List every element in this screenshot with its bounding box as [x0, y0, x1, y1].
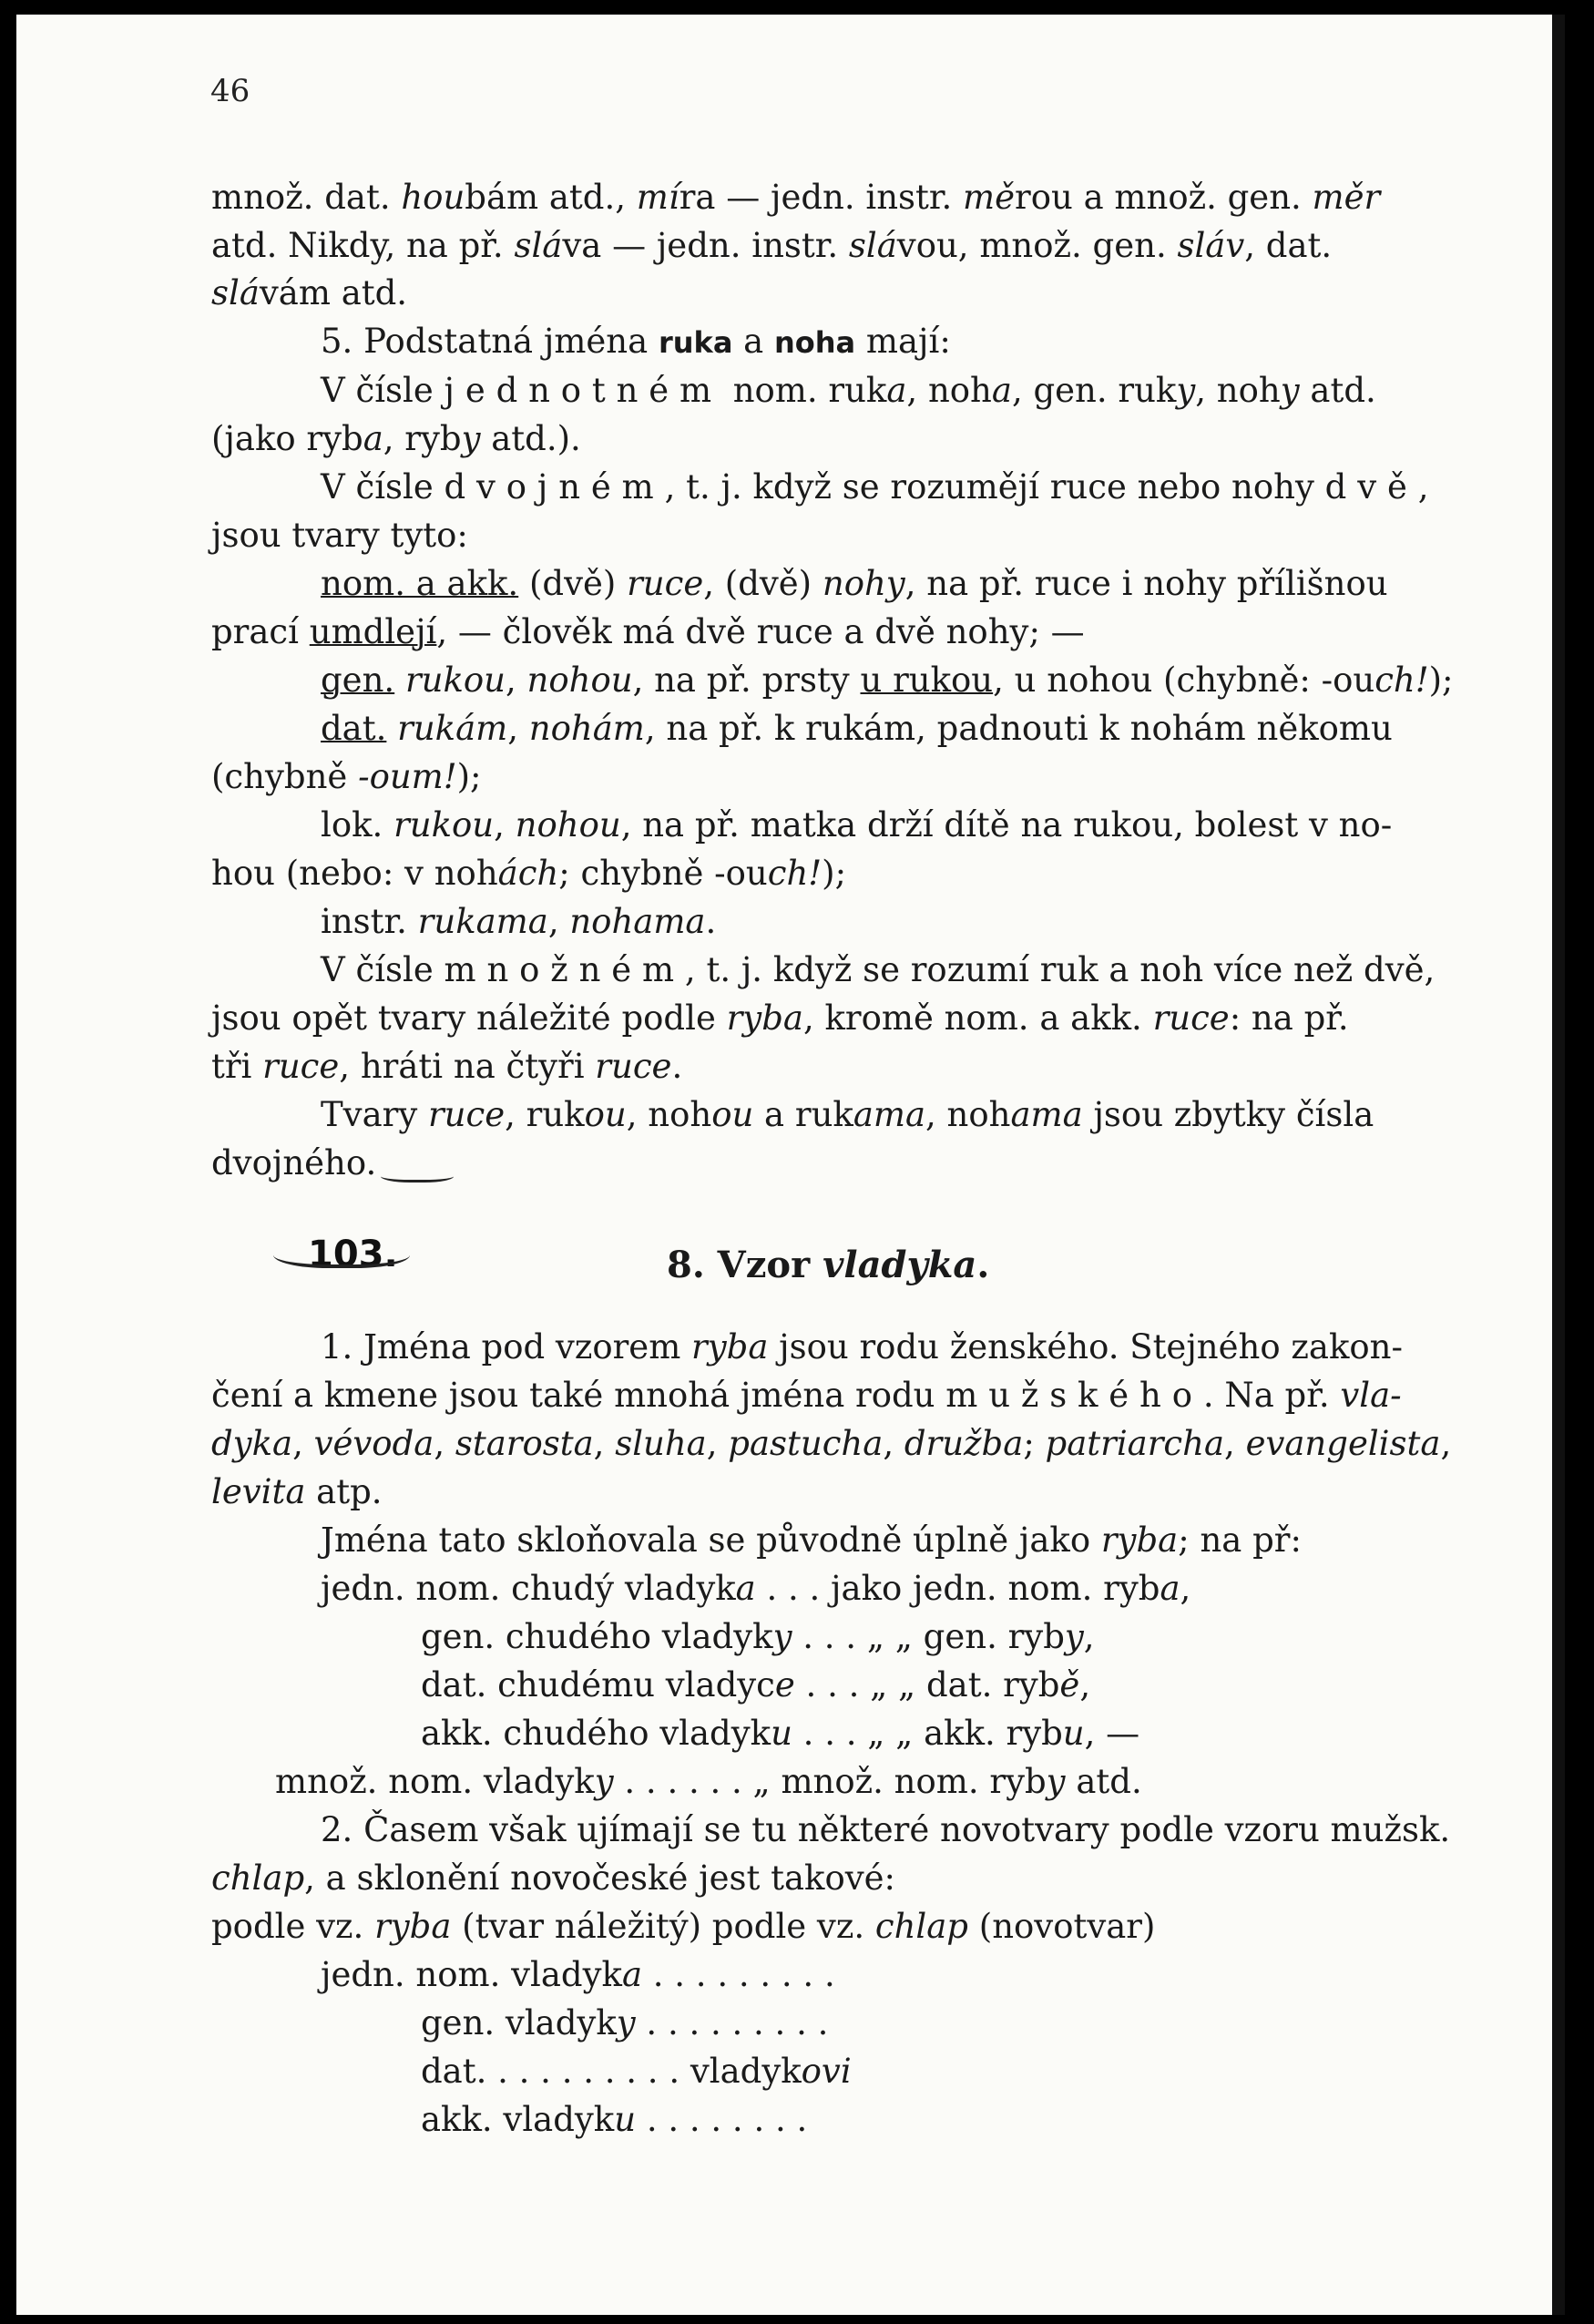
- italic-run: ruce: [1152, 998, 1230, 1038]
- text-run: (jako ryb: [211, 419, 363, 458]
- text-run: , (dvě): [703, 564, 823, 603]
- text-line: [211, 995, 1349, 1042]
- italic-run: ama: [853, 1095, 926, 1134]
- underlined-run: umdlejí: [309, 612, 437, 651]
- text-run: prací: [211, 612, 310, 651]
- text-run: , na př. prsty: [632, 660, 861, 700]
- text-line: [321, 898, 716, 946]
- text-line: [321, 947, 1435, 994]
- italic-run: ruce: [428, 1095, 506, 1134]
- italic-run: y: [616, 2003, 636, 2042]
- text-run: . . . . . . „ množ. nom. ryb: [613, 1762, 1047, 1801]
- italic-run: nohou: [526, 660, 633, 700]
- text-run: , t. j. když se rozumějí ruce nebo nohy: [664, 467, 1325, 507]
- italic-run: chlap: [874, 1907, 968, 1946]
- text-run: lok.: [321, 805, 394, 845]
- text-run: gen. vladyk: [421, 2003, 617, 2042]
- italic-run: a: [1160, 1569, 1180, 1608]
- italic-run: starosta: [455, 1424, 594, 1463]
- text-run: čení a kmene jsou také mnohá jména rodu: [211, 1376, 946, 1415]
- italic-run: y: [1176, 371, 1196, 410]
- text-run: dat. chudému vladyc: [421, 1665, 775, 1705]
- text-run: , noh: [626, 1095, 712, 1134]
- text-run: , a sklonění novočeské jest takové:: [304, 1858, 895, 1898]
- italic-run: rukám: [397, 709, 508, 748]
- text-line: [421, 1662, 1090, 1709]
- text-run: akk. chudého vladyk: [421, 1714, 771, 1753]
- text-run: , t. j. když se rozumí ruk a noh více než dvě,: [684, 950, 1436, 989]
- italic-run: a: [735, 1569, 756, 1608]
- text-run: množ. dat.: [211, 178, 402, 217]
- text-run: 8. Vzor: [667, 1244, 823, 1286]
- text-run: , kromě nom. a akk.: [802, 998, 1153, 1038]
- text-run: akk. vladyk: [421, 2100, 615, 2139]
- text-run: ,: [506, 660, 527, 700]
- italic-run: pastucha: [728, 1424, 884, 1463]
- text-run: ,: [1224, 1424, 1246, 1463]
- text-run: ,: [507, 709, 529, 748]
- italic-run: y: [1046, 1762, 1066, 1801]
- text-run: 2. Časem však ujímají se tu některé novotvary podle vzoru mužsk.: [321, 1810, 1451, 1849]
- text-run: atd. Nikdy, na př.: [211, 226, 515, 265]
- text-run: ,: [1440, 1424, 1452, 1463]
- text-run: jedn. nom. chudý vladyk: [321, 1569, 736, 1608]
- text-line: [321, 318, 951, 366]
- spaced-run: množném: [444, 950, 685, 989]
- text-run: gen. chudého vladyk: [421, 1617, 773, 1656]
- italic-run: dyka: [211, 1424, 293, 1463]
- spaced-run: mužského: [945, 1376, 1203, 1415]
- text-run: atd.: [1299, 371, 1376, 410]
- italic-run: vla-: [1340, 1376, 1402, 1415]
- text-line: [211, 1140, 376, 1187]
- text-run: va — jedn. instr.: [562, 226, 849, 265]
- spaced-run: dvě: [1324, 467, 1418, 507]
- text-run: );: [1428, 660, 1454, 700]
- text-run: );: [456, 757, 482, 796]
- underlined-run: nom. a akk.: [321, 564, 519, 603]
- text-run: . . . „ „ dat. ryb: [794, 1665, 1060, 1705]
- text-run: , — člověk má dvě ruce a dvě nohy; —: [436, 612, 1085, 651]
- italic-run: a: [363, 419, 383, 458]
- text-run: . . . „ „ gen. ryb: [792, 1617, 1065, 1656]
- text-run: rou a množ. gen.: [1015, 178, 1313, 217]
- text-line: [667, 1242, 989, 1289]
- italic-run: evangelista: [1245, 1424, 1441, 1463]
- text-run: (chybně: [211, 757, 359, 796]
- italic-run: a: [886, 371, 907, 410]
- italic-run: y: [594, 1762, 614, 1801]
- italic-run: ruce: [262, 1047, 340, 1086]
- text-run: ;: [1023, 1424, 1046, 1463]
- text-line: [211, 1469, 383, 1516]
- bold-run: ruka: [658, 325, 733, 360]
- italic-run: měr: [1312, 178, 1381, 217]
- italic-run: -oum!: [358, 757, 457, 796]
- text-run: Tvary: [321, 1095, 428, 1134]
- text-run: . . . . . . . . .: [642, 1955, 835, 1994]
- underlined-run: u rukou: [860, 660, 994, 700]
- italic-run: hou: [401, 178, 465, 217]
- italic-run: ryba: [726, 998, 803, 1038]
- text-run: dat. . . . . . . . . . vladyk: [421, 2052, 802, 2091]
- italic-run: mí: [636, 178, 679, 217]
- text-line: [321, 1324, 1403, 1371]
- italic-run: slá: [514, 226, 563, 265]
- page-edge-shadow: [1552, 15, 1565, 2315]
- italic-run: u: [614, 2100, 637, 2139]
- italic-run: patriarcha: [1045, 1424, 1225, 1463]
- italic-run: ovi: [801, 2052, 852, 2091]
- text-run: vou, množ. gen.: [896, 226, 1178, 265]
- text-line: [321, 1951, 835, 1999]
- text-run: , na př. ruce i nohy přílišnou: [904, 564, 1388, 603]
- text-run: , u nohou (chybně: -ou: [993, 660, 1375, 700]
- text-run: , noh: [906, 371, 992, 410]
- text-run: atd.: [1065, 1762, 1142, 1801]
- text-line: [211, 512, 468, 559]
- text-line: [321, 367, 1376, 415]
- text-run: . . . . . . . . .: [635, 2003, 829, 2042]
- text-run: Jména tato skloňovala se původně úplně jako: [321, 1520, 1101, 1560]
- pen-stroke-mark: [381, 1167, 454, 1182]
- text-run: dvojného.: [211, 1143, 377, 1182]
- italic-run: a: [621, 1955, 642, 1994]
- text-run: . . . jako jedn. nom. ryb: [755, 1569, 1160, 1608]
- italic-run: rukou: [393, 805, 495, 845]
- text-line: [211, 270, 407, 317]
- text-run: , dat.: [1244, 226, 1333, 265]
- text-line: [421, 2048, 852, 2095]
- italic-run: družba: [904, 1424, 1024, 1463]
- text-run: (tvar náležitý) podle vz.: [451, 1907, 875, 1946]
- section-number-pen-stroke: [273, 1235, 410, 1268]
- italic-run: ama: [1010, 1095, 1083, 1134]
- italic-run: y: [461, 419, 481, 458]
- text-line: [211, 1372, 1402, 1419]
- text-line: [211, 415, 581, 463]
- text-run: : na př.: [1229, 998, 1349, 1038]
- text-line: [321, 657, 1454, 704]
- text-run: .: [976, 1244, 990, 1286]
- page-number: 46: [210, 73, 250, 109]
- text-run: , ryb: [383, 419, 462, 458]
- text-run: jsou tvary tyto:: [211, 516, 468, 555]
- text-run: jsou rodu ženského. Stejného zakon-: [768, 1327, 1403, 1367]
- text-run: ,: [292, 1424, 314, 1463]
- text-run: );: [822, 854, 847, 893]
- italic-run: slá: [848, 226, 897, 265]
- text-line: [211, 753, 482, 801]
- text-line: [211, 174, 1380, 221]
- text-run: množ. nom. vladyk: [275, 1762, 595, 1801]
- text-run: 1. Jména pod vzorem: [321, 1327, 692, 1367]
- text-run: 5. Podstatná jména: [321, 322, 659, 361]
- text-line: [321, 1517, 1302, 1564]
- text-line: [321, 705, 1393, 752]
- scanned-page: [16, 15, 1565, 2315]
- text-run: .: [705, 902, 717, 941]
- italic-run: y: [1280, 371, 1300, 410]
- text-run: , noh: [925, 1095, 1011, 1134]
- italic-run: nohám: [528, 709, 645, 748]
- text-run: ,: [593, 1424, 616, 1463]
- text-run: atp.: [305, 1472, 383, 1511]
- text-line: [421, 2000, 828, 2047]
- text-run: ,: [494, 805, 516, 845]
- text-run: podle vz.: [211, 1907, 375, 1946]
- italic-run: ch!: [1374, 660, 1429, 700]
- text-line: [275, 1758, 1142, 1806]
- text-run: V čísle: [321, 950, 444, 989]
- text-line: [321, 560, 1388, 608]
- italic-run: ách: [497, 854, 559, 893]
- text-run: atd.).: [480, 419, 581, 458]
- text-run: mají:: [855, 322, 951, 361]
- text-run: ; na př:: [1178, 1520, 1302, 1560]
- text-line: [321, 1565, 1190, 1612]
- italic-run: e: [774, 1665, 795, 1705]
- text-run: . Na př.: [1202, 1376, 1341, 1415]
- text-line: [321, 802, 1392, 849]
- text-run: ; chybně -ou: [558, 854, 768, 893]
- text-run: V čísle: [321, 371, 444, 410]
- text-run: ,: [1083, 1617, 1095, 1656]
- text-line: [211, 1420, 1451, 1468]
- text-run: , hráti na čtyři: [339, 1047, 596, 1086]
- italic-run: ě: [1059, 1665, 1080, 1705]
- italic-run: ruce: [627, 564, 704, 603]
- text-run: .: [671, 1047, 683, 1086]
- text-run: . . . „ „ akk. ryb: [792, 1714, 1063, 1753]
- spaced-run: jednotném: [444, 371, 722, 410]
- text-run: ,: [706, 1424, 729, 1463]
- text-line: [211, 1855, 895, 1902]
- underlined-run: dat.: [321, 709, 387, 748]
- text-run: , na př. matka drží dítě na rukou, bolest v no-: [620, 805, 1393, 845]
- text-run: ,: [1417, 467, 1429, 507]
- text-run: bám atd.,: [465, 178, 637, 217]
- text-run: , gen. ruk: [1011, 371, 1177, 410]
- text-line: [211, 609, 1085, 656]
- italic-run: y: [772, 1617, 792, 1656]
- text-run: , na př. k rukám, padnouti k nohám někomu: [644, 709, 1393, 748]
- text-line: [421, 1710, 1139, 1757]
- text-line: [211, 1043, 682, 1090]
- text-line: [211, 850, 846, 897]
- italic-run: ou: [584, 1095, 627, 1134]
- text-line: [321, 1807, 1450, 1854]
- text-line: [321, 464, 1428, 511]
- text-run: ,: [547, 902, 570, 941]
- italic-run: y: [1064, 1617, 1084, 1656]
- text-run: tři: [211, 1047, 263, 1086]
- text-run: , noh: [1195, 371, 1281, 410]
- text-run: ,: [1180, 1569, 1191, 1608]
- text-line: [321, 1091, 1374, 1139]
- italic-run: sláv: [1177, 226, 1245, 265]
- text-line: [421, 1613, 1095, 1661]
- text-run: instr.: [321, 902, 418, 941]
- italic-run: nohou: [515, 805, 621, 845]
- italic-run: nohama: [569, 902, 706, 941]
- bold-run: noha: [774, 325, 856, 360]
- italic-run: ruce: [595, 1047, 672, 1086]
- text-run: ra — jedn. instr.: [679, 178, 964, 217]
- text-run: hou (nebo: v noh: [211, 854, 498, 893]
- italic-run: rukou: [404, 660, 506, 700]
- italic-run: rukama: [417, 902, 548, 941]
- italic-run: u: [1062, 1714, 1085, 1753]
- italic-run: vladyka: [823, 1244, 977, 1286]
- text-run: (novotvar): [968, 1907, 1156, 1946]
- italic-run: ou: [711, 1095, 754, 1134]
- italic-run: chlap: [211, 1858, 305, 1898]
- underlined-run: gen.: [321, 660, 395, 700]
- text-run: ,: [883, 1424, 904, 1463]
- text-run: , —: [1084, 1714, 1140, 1753]
- text-run: nom. ruk: [721, 371, 887, 410]
- text-run: . . . . . . . .: [636, 2100, 808, 2139]
- section-number-mark: 103.: [308, 1234, 398, 1275]
- text-run: a: [732, 322, 774, 361]
- text-line: [211, 222, 1332, 270]
- italic-run: a: [991, 371, 1012, 410]
- text-run: jsou opět tvary náležité podle: [211, 998, 727, 1038]
- italic-run: sluha: [615, 1424, 707, 1463]
- italic-run: vévoda: [313, 1424, 434, 1463]
- italic-run: ryba: [1100, 1520, 1179, 1560]
- italic-run: mě: [963, 178, 1016, 217]
- text-line: [211, 1903, 1155, 1950]
- italic-run: ryba: [374, 1907, 452, 1946]
- text-run: (dvě): [518, 564, 628, 603]
- spaced-run: dvojném: [444, 467, 665, 507]
- text-run: , ruk: [505, 1095, 585, 1134]
- italic-run: ryba: [691, 1327, 769, 1367]
- italic-run: u: [771, 1714, 792, 1753]
- text-run: a ruk: [753, 1095, 853, 1134]
- italic-run: levita: [211, 1472, 306, 1511]
- italic-run: nohy: [822, 564, 905, 603]
- text-run: jedn. nom. vladyk: [321, 1955, 622, 1994]
- text-run: [394, 660, 405, 700]
- text-run: ,: [434, 1424, 455, 1463]
- text-run: vám atd.: [259, 273, 408, 312]
- italic-run: ch!: [767, 854, 823, 893]
- text-run: [386, 709, 397, 748]
- text-run: jsou zbytky čísla: [1082, 1095, 1374, 1134]
- text-line: [421, 2096, 807, 2144]
- text-run: V čísle: [321, 467, 444, 507]
- text-run: ,: [1079, 1665, 1091, 1705]
- italic-run: slá: [211, 273, 260, 312]
